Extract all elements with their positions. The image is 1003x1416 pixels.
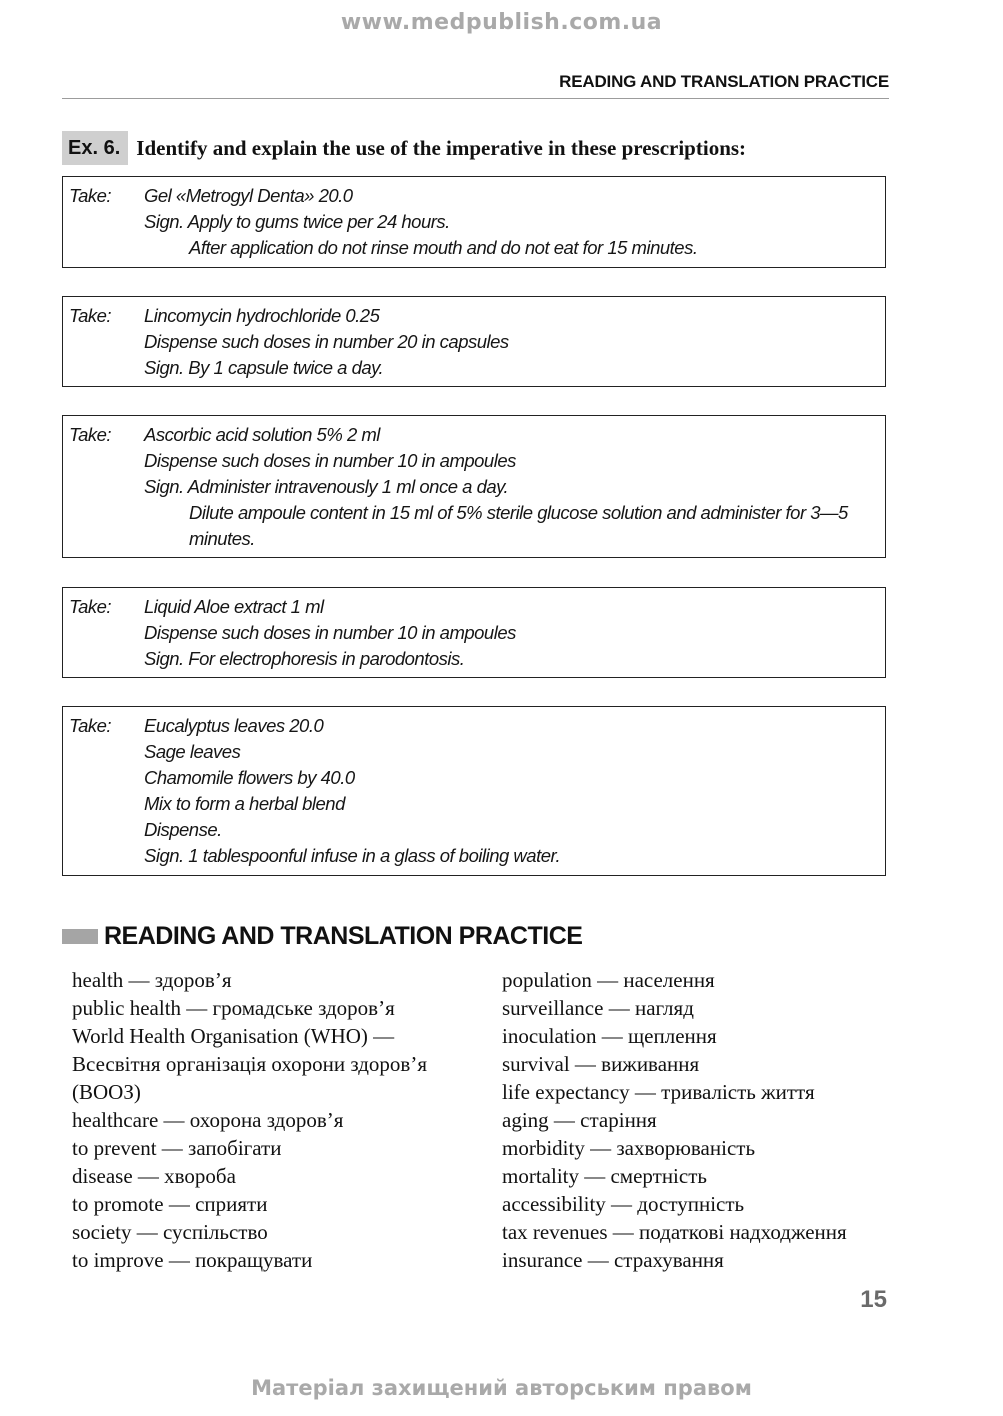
prescription-lines xyxy=(144,183,885,261)
vocabulary-item: mortality — смертність xyxy=(502,1164,707,1188)
prescription-line: Mix to form a herbal blend xyxy=(144,793,345,814)
prescription-line: Gel «Metrogyl Denta» 20.0 xyxy=(144,185,353,206)
prescription-take-label: Take: xyxy=(69,305,112,326)
vocabulary-item: to promote — сприяти xyxy=(72,1192,268,1216)
prescription-take-label: Take: xyxy=(69,715,112,736)
prescription-line: Sage leaves xyxy=(144,741,241,762)
page-number: 15 xyxy=(860,1286,887,1313)
prescription-lines xyxy=(144,594,885,672)
prescription-take-label: Take: xyxy=(69,596,112,617)
prescription-lines xyxy=(144,303,885,381)
vocabulary-item: public health — громадське здоров’я xyxy=(72,996,395,1020)
watermark-bottom: Матеріал захищений авторським правом xyxy=(251,1376,752,1400)
running-head: READING AND TRANSLATION PRACTICE xyxy=(559,72,889,91)
prescription-row xyxy=(69,183,885,261)
prescription-line: Eucalyptus leaves 20.0 xyxy=(144,715,324,736)
vocabulary-item: disease — хвороба xyxy=(72,1164,236,1188)
prescription-line: Liquid Aloe extract 1 ml xyxy=(144,596,324,617)
vocabulary-item: aging — старіння xyxy=(502,1108,657,1132)
prescription-line: Dispense such doses in number 20 in capsules xyxy=(144,331,509,352)
section-marker xyxy=(62,929,98,944)
prescription-line: Chamomile flowers by 40.0 xyxy=(144,767,355,788)
vocabulary-item: healthcare — охорона здоров’я xyxy=(72,1108,344,1132)
vocabulary-item: population — населення xyxy=(502,968,715,992)
prescription-row xyxy=(69,594,885,672)
prescription-row xyxy=(69,303,885,381)
vocabulary-item: to improve — покращувати xyxy=(72,1248,313,1272)
prescription-take-label: Take: xyxy=(69,424,112,445)
exercise-label: Ex. 6. xyxy=(62,131,128,165)
prescription-box xyxy=(62,706,886,876)
prescription-row xyxy=(69,422,885,552)
vocabulary-item: World Health Organisation (WHO) — xyxy=(72,1024,395,1048)
prescription-line: Dilute ampoule content in 15 ml of 5% sterile glucose solution and administer for 3—5 minutes. xyxy=(189,502,848,549)
vocabulary-item: surveillance — нагляд xyxy=(502,996,694,1020)
vocabulary-item: survival — виживання xyxy=(502,1052,700,1076)
watermark-top: www.medpublish.com.ua xyxy=(340,10,663,35)
prescription-line: Sign. For electrophoresis in parodontosis. xyxy=(144,648,465,669)
vocabulary-item: insurance — страхування xyxy=(502,1248,724,1272)
vocabulary-item: tax revenues — податкові надходження xyxy=(502,1220,847,1244)
prescription-box xyxy=(62,296,886,387)
prescription-line: Sign. Apply to gums twice per 24 hours. xyxy=(144,211,450,232)
exercise-title xyxy=(62,131,746,165)
prescription-line: Dispense. xyxy=(144,819,222,840)
vocabulary-column-left xyxy=(72,966,482,1274)
vocabulary-item: life expectancy — тривалість життя xyxy=(502,1080,815,1104)
section-title: READING AND TRANSLATION PRACTICE xyxy=(104,922,583,950)
prescription-lines xyxy=(144,422,885,552)
vocabulary-column-right xyxy=(502,966,902,1274)
vocabulary-item: society — суспільство xyxy=(72,1220,268,1244)
prescription-line: Sign. Administer intravenously 1 ml once a day. xyxy=(144,476,509,497)
vocabulary-item: morbidity — захворюваність xyxy=(502,1136,756,1160)
exercise-instruction: Identify and explain the use of the imperative in these prescriptions: xyxy=(136,135,747,160)
vocabulary-item: to prevent — запобігати xyxy=(72,1136,282,1160)
vocabulary-item: accessibility — доступність xyxy=(502,1192,745,1216)
vocabulary-item: (ВООЗ) xyxy=(72,1080,141,1104)
prescription-line: Ascorbic acid solution 5% 2 ml xyxy=(144,424,380,445)
section-heading xyxy=(62,922,582,951)
header-divider xyxy=(62,98,889,99)
prescription-box xyxy=(62,587,886,678)
prescription-lines xyxy=(144,713,885,869)
prescription-line: Sign. By 1 capsule twice a day. xyxy=(144,357,384,378)
prescription-line: Dispense such doses in number 10 in ampoules xyxy=(144,622,516,643)
prescription-line: Sign. 1 tablespoonful infuse in a glass of boiling water. xyxy=(144,845,561,866)
vocabulary-item: inoculation — щеплення xyxy=(502,1024,717,1048)
vocabulary-item: Всесвітня організація охорони здоров’я xyxy=(72,1052,428,1076)
prescription-row xyxy=(69,713,885,869)
prescription-box xyxy=(62,415,886,558)
prescription-line: Dispense such doses in number 10 in ampoules xyxy=(144,450,516,471)
prescription-line: Lincomycin hydrochloride 0.25 xyxy=(144,305,380,326)
prescription-line: After application do not rinse mouth and do not eat for 15 minutes. xyxy=(189,237,698,258)
prescription-box xyxy=(62,176,886,268)
prescription-take-label: Take: xyxy=(69,185,112,206)
vocabulary-item: health — здоров’я xyxy=(72,968,232,992)
